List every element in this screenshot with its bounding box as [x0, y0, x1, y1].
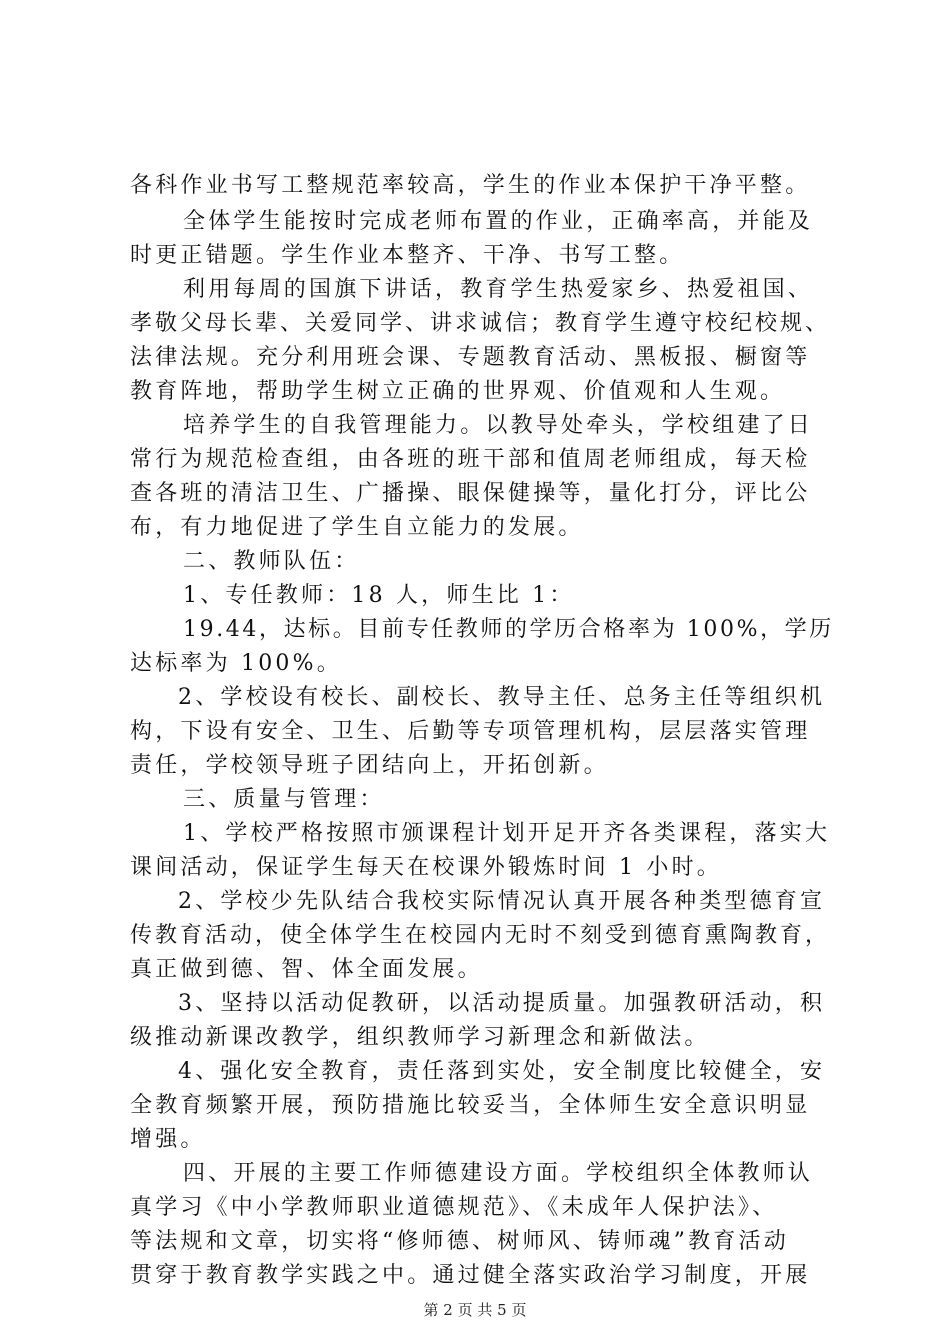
text-line: 全体学生能按时完成老师布置的作业，正确率高，并能及	[183, 209, 814, 234]
text-line: 利用每周的国旗下讲话，教育学生热爱家乡、热爱祖国、	[183, 277, 814, 302]
text-line: 1、专任教师：18 人，师生比 1：	[183, 583, 575, 608]
text-line: 4、强化安全教育，责任落到实处，安全制度比较健全，安	[178, 1059, 826, 1084]
section-heading: 二、教师队伍：	[183, 549, 360, 574]
text-line: 时更正错题。学生作业本整齐、干净、书写工整。	[130, 243, 685, 268]
text-line: 传教育活动，使全体学生在校园内无时不刻受到德育熏陶教育，	[130, 923, 831, 948]
text-line: 19.44，达标。目前专任教师的学历合格率为 100%，学历	[183, 617, 834, 642]
text-line: 增强。	[130, 1127, 206, 1152]
text-line: 达标率为 100%。	[130, 651, 342, 676]
text-line: 2、学校少先队结合我校实际情况认真开展各种类型德育宣	[178, 889, 826, 914]
text-line: 构，下设有安全、卫生、后勤等专项管理机构，层层落实管理	[130, 719, 811, 744]
text-line: 课间活动，保证学生每天在校课外锻炼时间 1 小时。	[130, 855, 722, 880]
text-line: 孝敬父母长辈、关爱同学、讲求诚信；教育学生遵守校纪校规、	[130, 311, 831, 336]
text-line: 培养学生的自我管理能力。以教导处牵头，学校组建了日	[183, 413, 814, 438]
text-line: 各科作业书写工整规范率较高，学生的作业本保护干净平整。	[130, 173, 811, 198]
section-heading: 四、开展的主要工作师德建设方面。学校组织全体教师认	[183, 1161, 814, 1186]
text-line: 法律法规。充分利用班会课、专题教育活动、黑板报、橱窗等	[130, 345, 811, 370]
text-line: 1、学校严格按照市颁课程计划开足开齐各类课程，落实大	[183, 821, 831, 846]
text-line: 全教育频繁开展，预防措施比较妥当，全体师生安全意识明显	[130, 1093, 811, 1118]
page-number-footer: 第 2 页 共 5 页	[423, 1301, 527, 1319]
text-line: 责任，学校领导班子团结向上，开拓创新。	[130, 753, 609, 778]
text-line: 教育阵地，帮助学生树立正确的世界观、价值观和人生观。	[130, 379, 786, 404]
text-line: 贯穿于教育教学实践之中。通过健全落实政治学习制度，开展	[130, 1263, 811, 1288]
text-line: 2、学校设有校长、副校长、教导主任、总务主任等组织机	[178, 685, 826, 710]
text-line: 真正做到德、智、体全面发展。	[130, 957, 483, 982]
text-line: 常行为规范检查组，由各班的班干部和值周老师组成，每天检	[130, 447, 811, 472]
text-line: 布，有力地促进了学生自立能力的发展。	[130, 515, 584, 540]
text-line: 真学习《中小学教师职业道德规范》、《未成年人保护法》、	[130, 1195, 778, 1220]
section-heading: 三、质量与管理：	[183, 787, 385, 812]
text-line: 等法规和文章，切实将“修师德、树师风、铸师魂”教育活动	[130, 1229, 789, 1254]
text-line: 查各班的清洁卫生、广播操、眼保健操等，量化打分，评比公	[130, 481, 811, 506]
text-line: 级推动新课改教学，组织教师学习新理念和新做法。	[130, 1025, 710, 1050]
text-line: 3、坚持以活动促教研，以活动提质量。加强教研活动，积	[178, 991, 826, 1016]
